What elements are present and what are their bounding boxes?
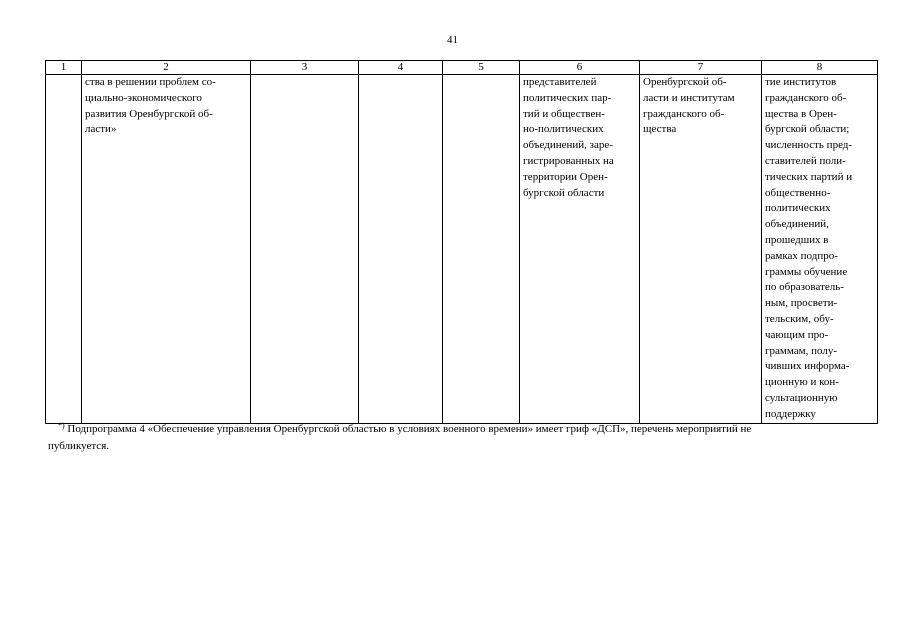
column-header-5: 5 — [443, 61, 520, 75]
column-header-8: 8 — [762, 61, 878, 75]
cell-col2: ства в решении проблем со- циально-экономического развития Оренбургской об- ласти» — [82, 75, 251, 424]
column-header-4: 4 — [359, 61, 443, 75]
footnote-text: Подпрограмма 4 «Обеспечение управления Оренбургской областью в условиях военного времени» имеет гриф «ДСП», перечень мероприятий не — [67, 423, 752, 435]
cell-col5 — [443, 75, 520, 424]
footnote-text-continued: публикуется. — [48, 440, 109, 452]
table-row — [46, 75, 878, 424]
column-header-6: 6 — [520, 61, 640, 75]
column-header-3: 3 — [251, 61, 359, 75]
measures-table — [45, 60, 878, 424]
column-header-2: 2 — [82, 61, 251, 75]
cell-col3 — [251, 75, 359, 424]
cell-col8: тие институтов гражданского об- щества в Орен- бургской области; численность пред- ставителей поли- тических партий и общественно- политических объединений, прошедших в рамках подпро- граммы обучение по образователь- ным, просвети- тельским, обу- чающим про- граммам, полу- чивших информа- ционную и кон- сультационную поддержку — [762, 75, 878, 424]
cell-col6: представителей политических пар- тий и обществен- но-политических объединений, заре- гистрированных на территории Орен- бургской области — [520, 75, 640, 424]
cell-col7: Оренбургской об- ласти и институтам гражданского об- щества — [640, 75, 762, 424]
cell-col1 — [46, 75, 82, 424]
table-header-row — [46, 61, 878, 75]
footnote-marker: *) — [58, 421, 65, 430]
cell-col4 — [359, 75, 443, 424]
column-header-1: 1 — [46, 61, 82, 75]
page-number: 41 — [447, 34, 458, 46]
column-header-7: 7 — [640, 61, 762, 75]
footnote — [48, 417, 878, 455]
